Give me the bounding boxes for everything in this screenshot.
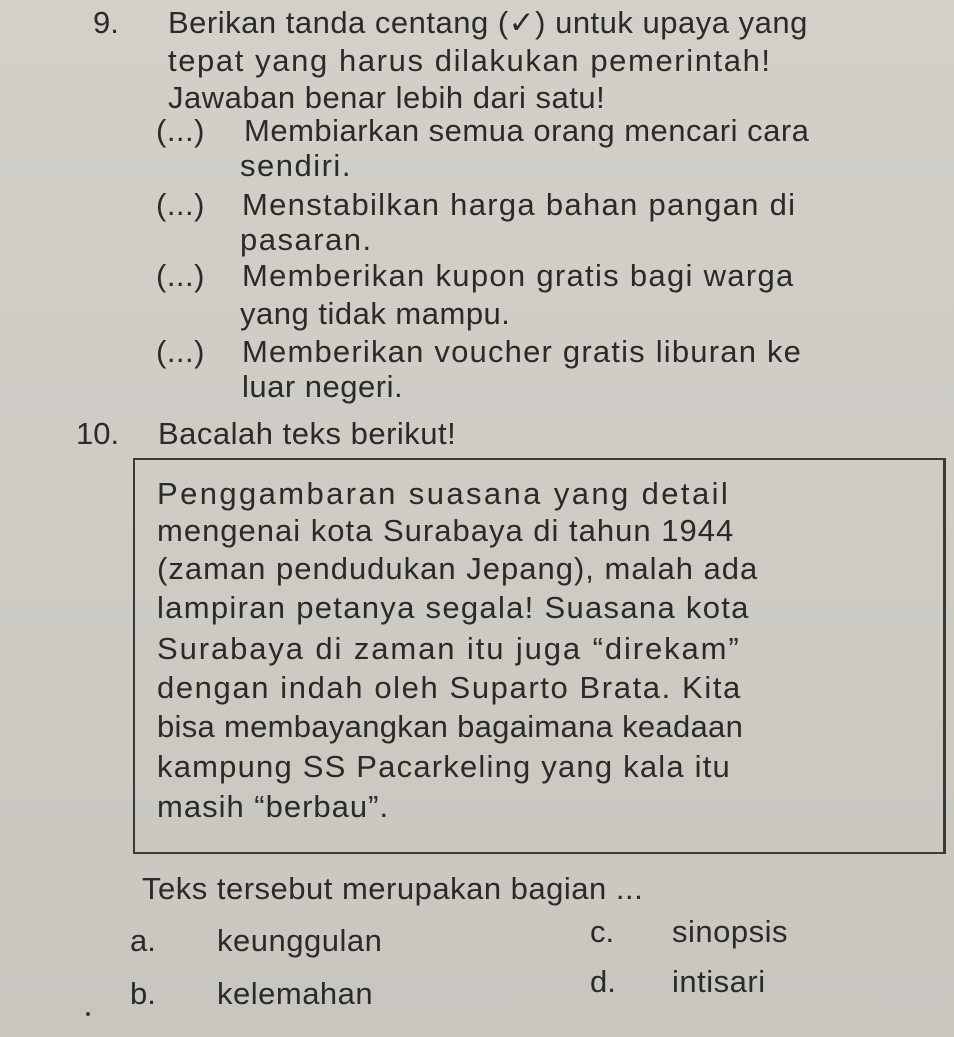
- q9-option-1-checkbox[interactable]: (...): [156, 113, 205, 148]
- q9-option-3-text: Memberikan kupon gratis bagi warga: [242, 258, 795, 293]
- passage-line-4: lampiran petanya segala! Suasana kota: [157, 590, 750, 625]
- choice-c-text: sinopsis: [672, 914, 788, 949]
- paper-speck: [86, 1012, 90, 1016]
- passage-line-7: bisa membayangkan bagaimana keadaan: [157, 709, 744, 744]
- choice-d-letter: d.: [590, 964, 616, 999]
- q9-option-1-text: Membiarkan semua orang mencari cara: [244, 113, 810, 148]
- q9-prompt-line-3: Jawaban benar lebih dari satu!: [168, 80, 606, 115]
- q9-option-2-text: Menstabilkan harga bahan pangan di: [242, 187, 797, 222]
- q9-option-2-checkbox[interactable]: (...): [156, 187, 205, 222]
- q9-number: 9.: [93, 5, 119, 40]
- q10-prompt: Bacalah teks berikut!: [158, 416, 457, 451]
- choice-a-text: keunggulan: [217, 923, 383, 958]
- passage-line-5: Surabaya di zaman itu juga “direkam”: [157, 631, 741, 666]
- q9-option-4-text: Memberikan voucher gratis liburan ke: [242, 334, 803, 369]
- choice-a-letter: a.: [130, 923, 156, 958]
- passage-line-2: mengenai kota Surabaya di tahun 1944: [157, 513, 735, 548]
- passage-line-9: masih “berbau”.: [157, 789, 390, 824]
- passage-line-3: (zaman pendudukan Jepang), malah ada: [157, 551, 759, 586]
- q10-passage-box: [133, 458, 946, 854]
- q9-option-4-checkbox[interactable]: (...): [156, 334, 205, 369]
- passage-line-1: Penggambaran suasana yang detail: [157, 476, 731, 511]
- q10-question: Teks tersebut merupakan bagian ...: [142, 871, 644, 906]
- passage-line-8: kampung SS Pacarkeling yang kala itu: [157, 749, 731, 784]
- q9-prompt-line-2: tepat yang harus dilakukan pemerintah!: [168, 43, 772, 78]
- q10-number: 10.: [76, 416, 120, 451]
- q9-option-2-text-cont: pasaran.: [240, 222, 373, 257]
- choice-b-letter: b.: [130, 976, 156, 1011]
- q9-option-1-text-cont: sendiri.: [240, 148, 352, 183]
- q9-option-4-text-cont: luar negeri.: [242, 369, 404, 404]
- q9-prompt-line-1: Berikan tanda centang (✓) untuk upaya yang: [168, 5, 808, 40]
- q9-option-3-text-cont: yang tidak mampu.: [240, 296, 511, 331]
- q9-option-3-checkbox[interactable]: (...): [156, 258, 205, 293]
- choice-b-text: kelemahan: [217, 976, 374, 1011]
- choice-c-letter: c.: [590, 914, 615, 949]
- passage-line-6: dengan indah oleh Suparto Brata. Kita: [157, 670, 742, 705]
- choice-d-text: intisari: [672, 964, 766, 999]
